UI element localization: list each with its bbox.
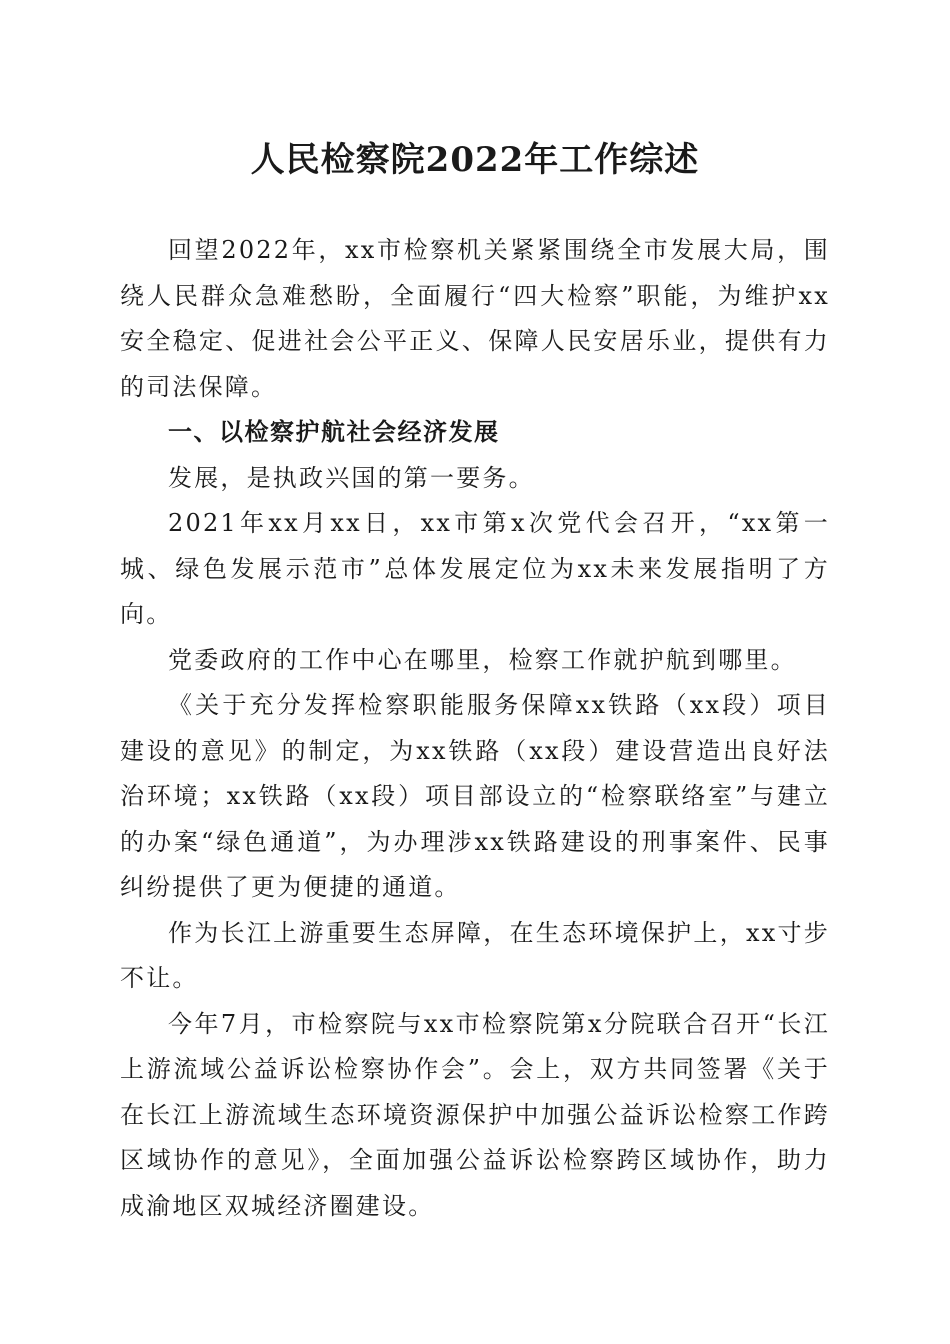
document-title: 人民检察院2022年工作综述 (250, 140, 700, 180)
paragraph-ecology: 作为长江上游重要生态屏障，在生态环境保护上，xx寸步不让。 (120, 918, 830, 992)
document-body (120, 228, 830, 1229)
paragraph-work-center: 党委政府的工作中心在哪里，检察工作就护航到哪里。 (168, 645, 797, 674)
paragraph-railway: 《关于充分发挥检察职能服务保障xx铁路（xx段）项目建设的意见》的制定，为xx铁路（xx段）建设营造出良好法治环境；xx铁路（xx段）项目部设立的“检察联络室”与建立的办案“绿色通道”，为办理涉xx铁路建设的刑事案件、民事纠纷提供了更为便捷的通道。 (120, 691, 830, 901)
section-heading-1: 一、以检察护航社会经济发展 (168, 418, 500, 446)
paragraph-intro: 回望2022年，xx市检察机关紧紧围绕全市发展大局，围绕人民群众急难愁盼，全面履行“四大检察”职能，为维护xx安全稳定、促进社会公平正义、保障人民安居乐业，提供有力的司法保障。 (120, 236, 830, 401)
paragraph-development: 发展，是执政兴国的第一要务。 (168, 463, 535, 492)
paragraph-cooperation: 今年7月，市检察院与xx市检察院第x分院联合召开“长江上游流域公益诉讼检察协作会”。会上，双方共同签署《关于在长江上游流域生态环境资源保护中加强公益诉讼检察工作跨区域协作的意见》，全面加强公益诉讼检察跨区域协作，助力成渝地区双城经济圈建设。 (120, 1009, 830, 1220)
paragraph-party-congress: 2021年xx月xx日，xx市第x次党代会召开，“xx第一城、绿色发展示范市”总体发展定位为xx未来发展指明了方向。 (120, 509, 830, 628)
